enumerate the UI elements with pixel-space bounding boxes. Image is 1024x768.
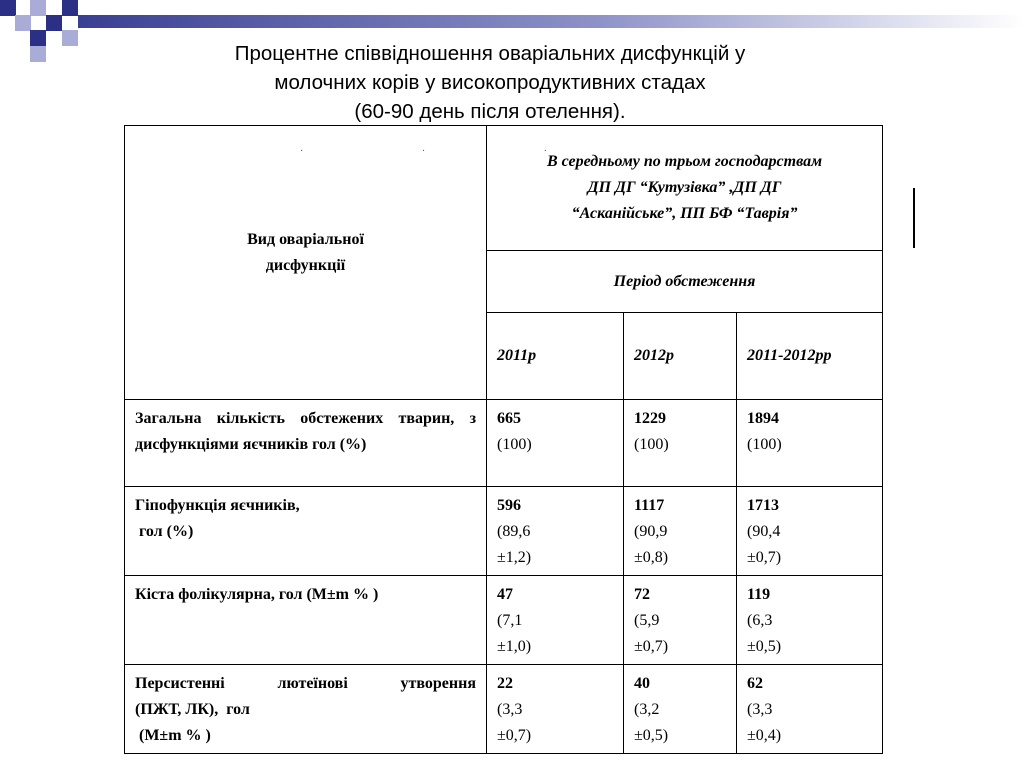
row-label-follicular-cyst: Кіста фолікулярна, гол (М±m % ) — [125, 576, 487, 665]
header-kind-line-1: Вид оваріальної — [247, 230, 364, 248]
cell-cyst-2011-2012: 119 (6,3 ±0,5) — [737, 576, 883, 665]
header-farms-line-2: ДП ДГ “Кутузівка” ,ДП ДГ — [587, 179, 782, 196]
cell-hypofunction-2011-2012: 1713 (90,4 ±0,7) — [737, 487, 883, 576]
header-period: Період обстеження — [487, 251, 883, 313]
header-farms — [487, 126, 883, 251]
header-kind-line-2: дисфункції — [265, 256, 346, 274]
header-year-2011: 2011р — [487, 313, 624, 400]
cell-luteal-2012: 40 (3,2 ±0,5) — [624, 665, 737, 754]
cell-luteal-2011-2012: 62 (3,3 ±0,4) — [737, 665, 883, 754]
table-row — [125, 400, 883, 487]
vertical-bar-decoration — [913, 188, 915, 248]
header-farms-line-1: В середньому по трьом господарствам — [546, 153, 823, 170]
cell-total-2012: 1229 (100) — [624, 400, 737, 487]
table-row — [125, 487, 883, 576]
header-year-2011-2012: 2011-2012рр — [737, 313, 883, 400]
title-line-1: Процентне співвідношення оваріальних дисфункцій у — [234, 42, 746, 65]
table-row — [125, 576, 883, 665]
row-label-persistent-luteal: Персистенні лютеїнові утворення (ПЖТ, ЛК), гол (М±m % ) — [125, 665, 487, 754]
cell-total-2011: 665 (100) — [487, 400, 624, 487]
cell-total-2011-2012: 1894 (100) — [737, 400, 883, 487]
header-year-2012: 2012р — [624, 313, 737, 400]
stray-marks: · · · — [300, 146, 605, 157]
title-line-2: молочних корів у високопродуктивних стадах — [274, 71, 706, 94]
cell-hypofunction-2011: 596 (89,6 ±1,2) — [487, 487, 624, 576]
dysfunction-table — [124, 125, 883, 754]
title-line-3: (60-90 день після отелення). — [354, 100, 626, 123]
slide-title — [130, 39, 850, 126]
row-label-hypofunction: Гіпофункція яєчників, гол (%) — [125, 487, 487, 576]
table-row — [125, 665, 883, 754]
cell-hypofunction-2012: 1117 (90,9 ±0,8) — [624, 487, 737, 576]
header-dysfunction-type — [125, 126, 487, 400]
cell-luteal-2011: 22 (3,3 ±0,7) — [487, 665, 624, 754]
cell-cyst-2012: 72 (5,9 ±0,7) — [624, 576, 737, 665]
header-farms-line-3: “Асканійське”, ПП БФ “Таврія” — [571, 205, 798, 222]
row-label-total: Загальна кількість обстежених тварин, з дисфункціями яєчників гол (%) — [125, 400, 487, 487]
cell-cyst-2011: 47 (7,1 ±1,0) — [487, 576, 624, 665]
